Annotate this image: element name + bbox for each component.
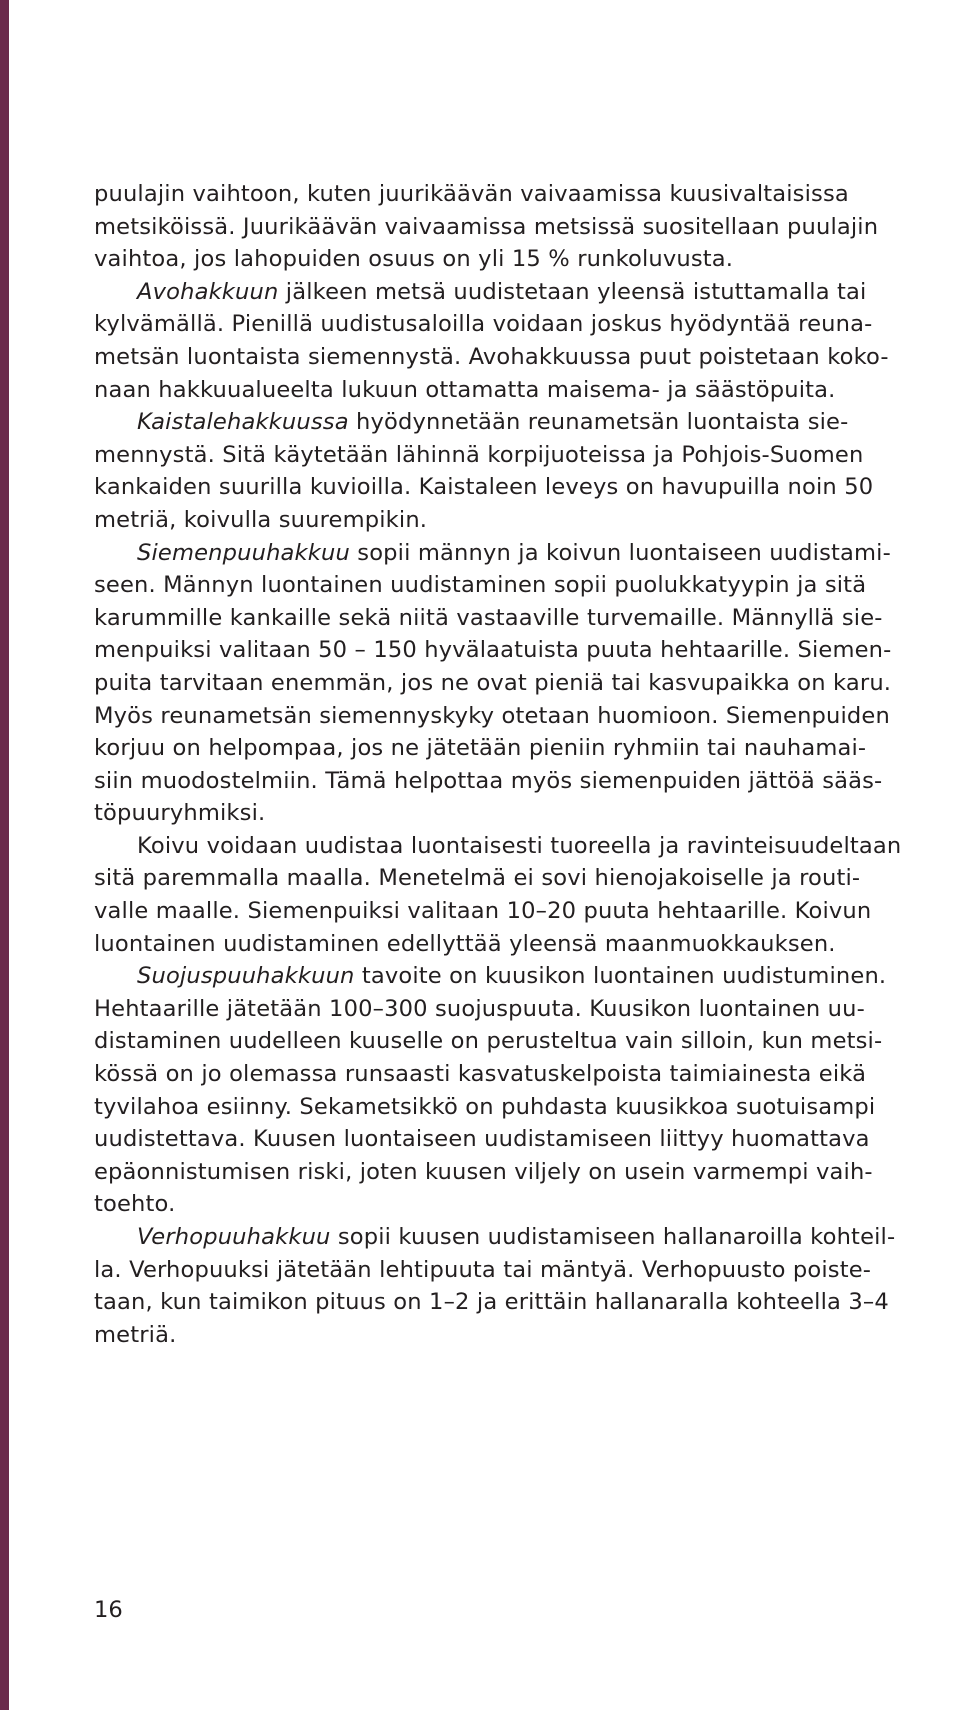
text-line	[94, 1286, 956, 1319]
text-line	[94, 178, 956, 211]
text-line	[94, 537, 956, 570]
text-line	[94, 1221, 956, 1254]
text-line	[94, 1091, 956, 1124]
line-text: mennystä. Sitä käytetään lähinnä korpijuoteissa ja Pohjois-Suomen	[94, 441, 864, 468]
text-line	[94, 504, 956, 537]
text-line	[94, 243, 956, 276]
text-line	[94, 1025, 956, 1058]
text-line	[94, 308, 956, 341]
text-line	[94, 700, 956, 733]
line-text: sitä paremmalla maalla. Menetelmä ei sovi hienojakoiselle ja routi-	[94, 865, 861, 892]
text-line	[94, 374, 956, 407]
line-text: seen. Männyn luontainen uudistaminen sopii puolukkatyypin ja sitä	[94, 572, 867, 599]
line-text: metriä, koivulla suurempikin.	[94, 506, 428, 533]
text-line	[94, 471, 956, 504]
text-line	[94, 993, 956, 1026]
line-text: vaihtoa, jos lahopuiden osuus on yli 15 % runkoluvusta.	[94, 246, 734, 273]
line-text: puita tarvitaan enemmän, jos ne ovat pieniä tai kasvupaikka on karu.	[94, 669, 892, 696]
line-text: toehto.	[94, 1191, 176, 1218]
text-line	[94, 1188, 956, 1221]
line-text: taan, kun taimikon pituus on 1–2 ja erittäin hallanaralla kohteella 3–4	[94, 1289, 889, 1316]
text-line	[94, 928, 956, 961]
text-line	[94, 830, 956, 863]
text-line	[94, 341, 956, 374]
text-line	[94, 895, 956, 928]
text-line	[94, 765, 956, 798]
term-italic: Verhopuuhakkuu	[137, 1224, 331, 1250]
text-line	[94, 211, 956, 244]
line-text: kankaiden suurilla kuvioilla. Kaistaleen leveys on havupuilla noin 50	[94, 474, 874, 501]
text-line	[94, 602, 956, 635]
text-line	[94, 960, 956, 993]
text-line	[94, 732, 956, 765]
line-text: naan hakkuualueelta lukuun ottamatta maisema- ja säästöpuita.	[94, 376, 836, 403]
term-italic: Kaistalehakkuussa	[137, 409, 349, 436]
term-italic: Avohakkuun	[137, 278, 279, 305]
line-text: korjuu on helpompaa, jos ne jätetään pieniin ryhmiin tai nauhamai-	[94, 735, 867, 762]
line-text: sopii kuusen uudistamiseen hallanaroilla kohteil-	[330, 1224, 896, 1250]
line-text: puulajin vaihtoon, kuten juurikäävän vaivaamissa kuusivaltaisissa	[94, 181, 849, 207]
body-text	[94, 178, 956, 1351]
text-line	[94, 667, 956, 700]
text-line	[94, 406, 956, 439]
line-text: menpuiksi valitaan 50 – 150 hyvälaatuista puuta hehtaarille. Siemen-	[94, 637, 892, 664]
text-line	[94, 862, 956, 895]
line-text: valle maalle. Siemenpuiksi valitaan 10–20 puuta hehtaarille. Koivun	[94, 898, 872, 925]
line-text: Myös reunametsän siemennyskyky otetaan huomioon. Siemenpuiden	[94, 702, 890, 729]
line-text: hyödynnetään reunametsän luontaista sie-	[348, 409, 849, 436]
text-line	[94, 634, 956, 667]
line-text: töpuuryhmiksi.	[94, 800, 266, 827]
text-line	[94, 1058, 956, 1091]
line-text: distaminen uudelleen kuuselle on perusteltua vain silloin, kun metsi-	[94, 1028, 883, 1055]
line-text: Koivu voidaan uudistaa luontaisesti tuoreella ja ravinteisuudeltaan	[137, 832, 902, 859]
line-text: jälkeen metsä uudistetaan yleensä istuttamalla tai	[278, 278, 867, 305]
line-text: siin muodostelmiin. Tämä helpottaa myös siemenpuiden jättöä sääs-	[94, 767, 883, 794]
text-line	[94, 439, 956, 472]
text-line	[94, 797, 956, 830]
line-text: tyvilahoa esiinny. Sekametsikkö on puhdasta kuusikkoa suotuisampi	[94, 1093, 876, 1120]
term-italic: Siemenpuuhakkuu	[137, 539, 350, 566]
line-text: sopii männyn ja koivun luontaiseen uudistami-	[349, 539, 891, 566]
text-line	[94, 1319, 956, 1352]
text-line	[94, 1123, 956, 1156]
line-text: la. Verhopuuksi jätetään lehtipuuta tai mäntyä. Verhopuusto poiste-	[94, 1256, 872, 1283]
line-text: luontainen uudistaminen edellyttää yleensä maanmuokkauksen.	[94, 930, 836, 957]
line-text: tavoite on kuusikon luontainen uudistuminen.	[354, 963, 887, 990]
line-text: metriä.	[94, 1321, 177, 1348]
line-text: uudistettava. Kuusen luontaiseen uudistamiseen liittyy huomattava	[94, 1126, 870, 1153]
line-text: kössä on jo olemassa runsaasti kasvatuskelpoista taimiainesta eikä	[94, 1061, 867, 1088]
text-line	[94, 569, 956, 602]
line-text: epäonnistumisen riski, joten kuusen viljely on usein varmempi vaih-	[94, 1158, 873, 1185]
line-text: karummille kankaille sekä niitä vastaaville turvemaille. Männyllä sie-	[94, 604, 883, 631]
page-number: 16	[94, 1597, 123, 1623]
text-line	[94, 276, 956, 309]
term-italic: Suojuspuuhakkuun	[137, 963, 355, 990]
text-line	[94, 1254, 956, 1287]
line-text: metsiköissä. Juurikäävän vaivaamissa metsissä suositellaan puulajin	[94, 213, 879, 240]
line-text: kylvämällä. Pienillä uudistusaloilla voidaan joskus hyödyntää reuna-	[94, 311, 873, 338]
line-text: metsän luontaista siemennystä. Avohakkuussa puut poistetaan koko-	[94, 343, 889, 370]
page-edge-bar	[0, 0, 9, 1710]
line-text: Hehtaarille jätetään 100–300 suojuspuuta. Kuusikon luontainen uu-	[94, 995, 865, 1022]
text-line	[94, 1156, 956, 1189]
